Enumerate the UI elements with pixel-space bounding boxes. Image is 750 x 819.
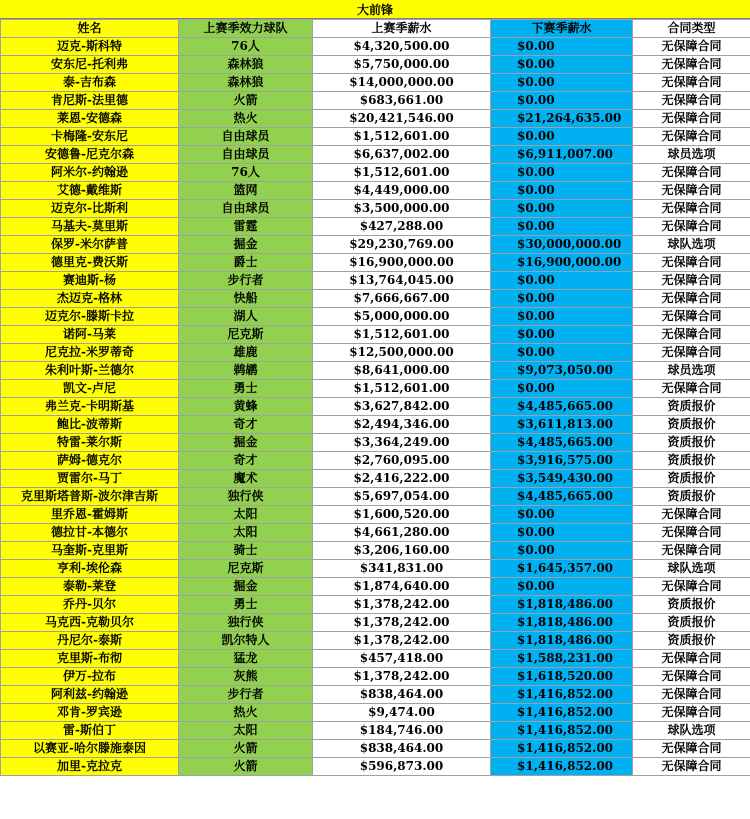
cell-next-salary[interactable]: $4,485,665.00 bbox=[491, 398, 633, 416]
cell-last-team[interactable]: 奇才 bbox=[179, 416, 313, 434]
cell-contract-type[interactable]: 无保障合同 bbox=[633, 704, 750, 722]
cell-last-team[interactable]: 雷霆 bbox=[179, 218, 313, 236]
cell-next-salary[interactable]: $0.00 bbox=[491, 506, 633, 524]
cell-last-salary[interactable]: $9,474.00 bbox=[313, 704, 491, 722]
cell-player-name[interactable]: 莱恩-安德森 bbox=[1, 110, 179, 128]
cell-next-salary[interactable]: $0.00 bbox=[491, 380, 633, 398]
cell-last-team[interactable]: 勇士 bbox=[179, 380, 313, 398]
cell-next-salary[interactable]: $1,588,231.00 bbox=[491, 650, 633, 668]
cell-last-salary[interactable]: $2,494,346.00 bbox=[313, 416, 491, 434]
table-row bbox=[1, 704, 750, 722]
cell-contract-type[interactable]: 球队选项 bbox=[633, 722, 750, 740]
cell-contract-type[interactable]: 无保障合同 bbox=[633, 326, 750, 344]
cell-contract-type[interactable]: 无保障合同 bbox=[633, 506, 750, 524]
cell-next-salary[interactable]: $21,264,635.00 bbox=[491, 110, 633, 128]
cell-last-team[interactable]: 骑士 bbox=[179, 542, 313, 560]
cell-last-salary[interactable]: $1,512,601.00 bbox=[313, 128, 491, 146]
cell-player-name[interactable]: 马奎斯-克里斯 bbox=[1, 542, 179, 560]
cell-next-salary[interactable]: $0.00 bbox=[491, 578, 633, 596]
cell-next-salary[interactable]: $9,073,050.00 bbox=[491, 362, 633, 380]
table-row bbox=[1, 524, 750, 542]
cell-next-salary[interactable]: $4,485,665.00 bbox=[491, 434, 633, 452]
cell-contract-type[interactable]: 无保障合同 bbox=[633, 308, 750, 326]
cell-player-name[interactable]: 安德鲁-尼克尔森 bbox=[1, 146, 179, 164]
table-row bbox=[1, 434, 750, 452]
table-row bbox=[1, 668, 750, 686]
cell-player-name[interactable]: 卡梅隆-安东尼 bbox=[1, 128, 179, 146]
cell-last-team[interactable]: 太阳 bbox=[179, 506, 313, 524]
cell-last-salary[interactable]: $4,320,500.00 bbox=[313, 38, 491, 56]
cell-next-salary[interactable]: $4,485,665.00 bbox=[491, 488, 633, 506]
table-row bbox=[1, 686, 750, 704]
header-contract-type[interactable]: 合同类型 bbox=[633, 20, 750, 38]
cell-next-salary[interactable]: $0.00 bbox=[491, 272, 633, 290]
cell-player-name[interactable]: 朱利叶斯-兰德尔 bbox=[1, 362, 179, 380]
cell-contract-type[interactable]: 无保障合同 bbox=[633, 650, 750, 668]
cell-player-name[interactable]: 克里斯塔普斯-波尔津吉斯 bbox=[1, 488, 179, 506]
cell-last-team[interactable]: 尼克斯 bbox=[179, 560, 313, 578]
cell-last-salary[interactable]: $457,418.00 bbox=[313, 650, 491, 668]
cell-next-salary[interactable]: $0.00 bbox=[491, 182, 633, 200]
cell-next-salary[interactable]: $0.00 bbox=[491, 290, 633, 308]
cell-last-team[interactable]: 森林狼 bbox=[179, 74, 313, 92]
cell-next-salary[interactable]: $1,416,852.00 bbox=[491, 722, 633, 740]
cell-last-team[interactable]: 雄鹿 bbox=[179, 344, 313, 362]
cell-last-team[interactable]: 黄蜂 bbox=[179, 398, 313, 416]
cell-player-name[interactable]: 杰迈克-格林 bbox=[1, 290, 179, 308]
header-last-team[interactable]: 上赛季效力球队 bbox=[179, 20, 313, 38]
header-last-salary[interactable]: 上赛季薪水 bbox=[313, 20, 491, 38]
cell-last-team[interactable]: 热火 bbox=[179, 110, 313, 128]
cell-last-salary[interactable]: $8,641,000.00 bbox=[313, 362, 491, 380]
cell-contract-type[interactable]: 无保障合同 bbox=[633, 668, 750, 686]
table-row bbox=[1, 758, 750, 776]
cell-last-team[interactable]: 步行者 bbox=[179, 686, 313, 704]
table-row bbox=[1, 200, 750, 218]
cell-next-salary[interactable]: $0.00 bbox=[491, 128, 633, 146]
table-row bbox=[1, 632, 750, 650]
table-row bbox=[1, 326, 750, 344]
cell-next-salary[interactable]: $1,818,486.00 bbox=[491, 632, 633, 650]
cell-player-name[interactable]: 弗兰克-卡明斯基 bbox=[1, 398, 179, 416]
sheet-title[interactable]: 大前锋 bbox=[0, 0, 750, 19]
player-salary-table bbox=[0, 19, 750, 776]
cell-last-team[interactable]: 自由球员 bbox=[179, 200, 313, 218]
cell-contract-type[interactable]: 无保障合同 bbox=[633, 200, 750, 218]
cell-last-salary[interactable]: $596,873.00 bbox=[313, 758, 491, 776]
cell-last-team[interactable]: 掘金 bbox=[179, 578, 313, 596]
cell-contract-type[interactable]: 无保障合同 bbox=[633, 128, 750, 146]
cell-contract-type[interactable]: 球员选项 bbox=[633, 146, 750, 164]
cell-player-name[interactable]: 以赛亚-哈尔滕施泰因 bbox=[1, 740, 179, 758]
table-row bbox=[1, 128, 750, 146]
cell-next-salary[interactable]: $6,911,007.00 bbox=[491, 146, 633, 164]
table-row bbox=[1, 290, 750, 308]
cell-next-salary[interactable]: $0.00 bbox=[491, 524, 633, 542]
cell-contract-type[interactable]: 无保障合同 bbox=[633, 758, 750, 776]
cell-contract-type[interactable]: 无保障合同 bbox=[633, 218, 750, 236]
cell-next-salary[interactable]: $0.00 bbox=[491, 542, 633, 560]
table-row bbox=[1, 470, 750, 488]
cell-last-salary[interactable]: $20,421,546.00 bbox=[313, 110, 491, 128]
cell-contract-type[interactable]: 无保障合同 bbox=[633, 686, 750, 704]
table-row bbox=[1, 272, 750, 290]
cell-contract-type[interactable]: 无保障合同 bbox=[633, 740, 750, 758]
table-row bbox=[1, 38, 750, 56]
cell-last-salary[interactable]: $1,512,601.00 bbox=[313, 380, 491, 398]
table-row bbox=[1, 542, 750, 560]
cell-last-salary[interactable]: $16,900,000.00 bbox=[313, 254, 491, 272]
cell-last-salary[interactable]: $2,760,095.00 bbox=[313, 452, 491, 470]
table-row bbox=[1, 218, 750, 236]
table-row bbox=[1, 236, 750, 254]
cell-player-name[interactable]: 安东尼-托利弗 bbox=[1, 56, 179, 74]
cell-last-salary[interactable]: $838,464.00 bbox=[313, 686, 491, 704]
cell-last-salary[interactable]: $683,661.00 bbox=[313, 92, 491, 110]
cell-last-salary[interactable]: $1,512,601.00 bbox=[313, 326, 491, 344]
cell-player-name[interactable]: 马克西-克勒贝尔 bbox=[1, 614, 179, 632]
cell-player-name[interactable]: 萨姆-德克尔 bbox=[1, 452, 179, 470]
cell-next-salary[interactable]: $1,416,852.00 bbox=[491, 758, 633, 776]
cell-contract-type[interactable]: 球队选项 bbox=[633, 236, 750, 254]
cell-last-team[interactable]: 步行者 bbox=[179, 272, 313, 290]
cell-last-team[interactable]: 自由球员 bbox=[179, 146, 313, 164]
cell-last-salary[interactable]: $838,464.00 bbox=[313, 740, 491, 758]
cell-last-salary[interactable]: $3,627,842.00 bbox=[313, 398, 491, 416]
cell-contract-type[interactable]: 资质报价 bbox=[633, 434, 750, 452]
table-row bbox=[1, 740, 750, 758]
cell-last-salary[interactable]: $1,378,242.00 bbox=[313, 632, 491, 650]
cell-last-team[interactable]: 掘金 bbox=[179, 434, 313, 452]
cell-player-name[interactable]: 迈克-斯科特 bbox=[1, 38, 179, 56]
cell-last-salary[interactable]: $13,764,045.00 bbox=[313, 272, 491, 290]
cell-player-name[interactable]: 肯尼斯-法里德 bbox=[1, 92, 179, 110]
cell-player-name[interactable]: 尼克拉-米罗蒂奇 bbox=[1, 344, 179, 362]
cell-contract-type[interactable]: 资质报价 bbox=[633, 452, 750, 470]
cell-last-salary[interactable]: $5,000,000.00 bbox=[313, 308, 491, 326]
table-row bbox=[1, 380, 750, 398]
header-next-salary[interactable]: 下赛季薪水 bbox=[491, 20, 633, 38]
cell-last-salary[interactable]: $3,500,000.00 bbox=[313, 200, 491, 218]
table-row bbox=[1, 56, 750, 74]
cell-last-salary[interactable]: $427,288.00 bbox=[313, 218, 491, 236]
table-row bbox=[1, 722, 750, 740]
cell-last-team[interactable]: 勇士 bbox=[179, 596, 313, 614]
cell-next-salary[interactable]: $0.00 bbox=[491, 74, 633, 92]
cell-last-team[interactable]: 奇才 bbox=[179, 452, 313, 470]
cell-player-name[interactable]: 马基夫-莫里斯 bbox=[1, 218, 179, 236]
table-row bbox=[1, 182, 750, 200]
cell-contract-type[interactable]: 无保障合同 bbox=[633, 56, 750, 74]
cell-player-name[interactable]: 鲍比-波蒂斯 bbox=[1, 416, 179, 434]
table-row bbox=[1, 362, 750, 380]
cell-last-team[interactable]: 尼克斯 bbox=[179, 326, 313, 344]
cell-player-name[interactable]: 里乔恩-霍姆斯 bbox=[1, 506, 179, 524]
cell-last-salary[interactable]: $3,206,160.00 bbox=[313, 542, 491, 560]
table-row bbox=[1, 560, 750, 578]
cell-next-salary[interactable]: $0.00 bbox=[491, 38, 633, 56]
cell-next-salary[interactable]: $0.00 bbox=[491, 200, 633, 218]
cell-player-name[interactable]: 克里斯-布彻 bbox=[1, 650, 179, 668]
cell-player-name[interactable]: 邓肯-罗宾逊 bbox=[1, 704, 179, 722]
cell-next-salary[interactable]: $30,000,000.00 bbox=[491, 236, 633, 254]
cell-contract-type[interactable]: 无保障合同 bbox=[633, 380, 750, 398]
table-row bbox=[1, 74, 750, 92]
cell-last-team[interactable]: 湖人 bbox=[179, 308, 313, 326]
cell-contract-type[interactable]: 球队选项 bbox=[633, 560, 750, 578]
cell-contract-type[interactable]: 无保障合同 bbox=[633, 74, 750, 92]
cell-last-salary[interactable]: $7,666,667.00 bbox=[313, 290, 491, 308]
table-row bbox=[1, 578, 750, 596]
cell-next-salary[interactable]: $0.00 bbox=[491, 308, 633, 326]
cell-last-salary[interactable]: $4,661,280.00 bbox=[313, 524, 491, 542]
table-row bbox=[1, 110, 750, 128]
cell-player-name[interactable]: 贾雷尔-马丁 bbox=[1, 470, 179, 488]
cell-last-team[interactable]: 猛龙 bbox=[179, 650, 313, 668]
cell-last-salary[interactable]: $1,378,242.00 bbox=[313, 668, 491, 686]
cell-contract-type[interactable]: 无保障合同 bbox=[633, 344, 750, 362]
cell-last-salary[interactable]: $1,512,601.00 bbox=[313, 164, 491, 182]
cell-contract-type[interactable]: 资质报价 bbox=[633, 596, 750, 614]
cell-player-name[interactable]: 德拉甘-本德尔 bbox=[1, 524, 179, 542]
table-row bbox=[1, 254, 750, 272]
cell-player-name[interactable]: 保罗-米尔萨普 bbox=[1, 236, 179, 254]
table-row bbox=[1, 398, 750, 416]
cell-next-salary[interactable]: $16,900,000.00 bbox=[491, 254, 633, 272]
table-row bbox=[1, 92, 750, 110]
cell-last-salary[interactable]: $2,416,222.00 bbox=[313, 470, 491, 488]
cell-player-name[interactable]: 赛迪斯-杨 bbox=[1, 272, 179, 290]
table-row bbox=[1, 344, 750, 362]
cell-last-team[interactable]: 独行侠 bbox=[179, 488, 313, 506]
cell-last-salary[interactable]: $1,378,242.00 bbox=[313, 614, 491, 632]
cell-player-name[interactable]: 迈克尔-滕斯卡拉 bbox=[1, 308, 179, 326]
cell-last-salary[interactable]: $4,449,000.00 bbox=[313, 182, 491, 200]
table-row bbox=[1, 614, 750, 632]
table-row bbox=[1, 146, 750, 164]
cell-last-salary[interactable]: $1,600,520.00 bbox=[313, 506, 491, 524]
cell-player-name[interactable]: 加里-克拉克 bbox=[1, 758, 179, 776]
cell-last-team[interactable]: 掘金 bbox=[179, 236, 313, 254]
cell-contract-type[interactable]: 资质报价 bbox=[633, 488, 750, 506]
cell-last-team[interactable]: 太阳 bbox=[179, 524, 313, 542]
table-row bbox=[1, 416, 750, 434]
cell-contract-type[interactable]: 无保障合同 bbox=[633, 290, 750, 308]
cell-last-team[interactable]: 独行侠 bbox=[179, 614, 313, 632]
header-row bbox=[1, 20, 750, 38]
cell-last-team[interactable]: 热火 bbox=[179, 704, 313, 722]
cell-player-name[interactable]: 泰-吉布森 bbox=[1, 74, 179, 92]
cell-contract-type[interactable]: 资质报价 bbox=[633, 614, 750, 632]
cell-next-salary[interactable]: $0.00 bbox=[491, 218, 633, 236]
cell-next-salary[interactable]: $3,611,813.00 bbox=[491, 416, 633, 434]
cell-last-salary[interactable]: $341,831.00 bbox=[313, 560, 491, 578]
cell-next-salary[interactable]: $1,618,520.00 bbox=[491, 668, 633, 686]
table-row bbox=[1, 650, 750, 668]
cell-contract-type[interactable]: 无保障合同 bbox=[633, 254, 750, 272]
table-row bbox=[1, 164, 750, 182]
header-name[interactable]: 姓名 bbox=[1, 20, 179, 38]
cell-player-name[interactable]: 特雷-莱尔斯 bbox=[1, 434, 179, 452]
cell-last-team[interactable]: 魔术 bbox=[179, 470, 313, 488]
cell-next-salary[interactable]: $3,549,430.00 bbox=[491, 470, 633, 488]
cell-last-team[interactable]: 太阳 bbox=[179, 722, 313, 740]
cell-next-salary[interactable]: $1,416,852.00 bbox=[491, 740, 633, 758]
cell-last-salary[interactable]: $5,697,054.00 bbox=[313, 488, 491, 506]
cell-last-team[interactable]: 火箭 bbox=[179, 740, 313, 758]
cell-last-team[interactable]: 凯尔特人 bbox=[179, 632, 313, 650]
table-row bbox=[1, 308, 750, 326]
cell-contract-type[interactable]: 资质报价 bbox=[633, 470, 750, 488]
table-row bbox=[1, 488, 750, 506]
table-row bbox=[1, 596, 750, 614]
cell-last-salary[interactable]: $12,500,000.00 bbox=[313, 344, 491, 362]
cell-player-name[interactable]: 雷-斯伯丁 bbox=[1, 722, 179, 740]
cell-contract-type[interactable]: 无保障合同 bbox=[633, 578, 750, 596]
cell-contract-type[interactable]: 无保障合同 bbox=[633, 182, 750, 200]
cell-last-salary[interactable]: $1,378,242.00 bbox=[313, 596, 491, 614]
cell-player-name[interactable]: 丹尼尔-泰斯 bbox=[1, 632, 179, 650]
cell-player-name[interactable]: 迈克尔-比斯利 bbox=[1, 200, 179, 218]
cell-last-team[interactable]: 灰熊 bbox=[179, 668, 313, 686]
cell-last-salary[interactable]: $14,000,000.00 bbox=[313, 74, 491, 92]
cell-player-name[interactable]: 伊万-拉布 bbox=[1, 668, 179, 686]
cell-last-team[interactable]: 火箭 bbox=[179, 92, 313, 110]
cell-last-salary[interactable]: $5,750,000.00 bbox=[313, 56, 491, 74]
cell-last-team[interactable]: 快船 bbox=[179, 290, 313, 308]
cell-last-team[interactable]: 76人 bbox=[179, 164, 313, 182]
cell-contract-type[interactable]: 资质报价 bbox=[633, 416, 750, 434]
cell-next-salary[interactable]: $1,818,486.00 bbox=[491, 596, 633, 614]
cell-next-salary[interactable]: $1,416,852.00 bbox=[491, 686, 633, 704]
cell-next-salary[interactable]: $0.00 bbox=[491, 56, 633, 74]
cell-next-salary[interactable]: $1,818,486.00 bbox=[491, 614, 633, 632]
cell-player-name[interactable]: 诺阿-马莱 bbox=[1, 326, 179, 344]
table-row bbox=[1, 506, 750, 524]
cell-last-salary[interactable]: $184,746.00 bbox=[313, 722, 491, 740]
cell-contract-type[interactable]: 资质报价 bbox=[633, 632, 750, 650]
table-row bbox=[1, 452, 750, 470]
cell-last-team[interactable]: 76人 bbox=[179, 38, 313, 56]
cell-player-name[interactable]: 阿利兹-约翰逊 bbox=[1, 686, 179, 704]
cell-last-salary[interactable]: $29,230,769.00 bbox=[313, 236, 491, 254]
cell-last-salary[interactable]: $1,874,640.00 bbox=[313, 578, 491, 596]
cell-last-team[interactable]: 鹈鹕 bbox=[179, 362, 313, 380]
cell-player-name[interactable]: 艾德-戴维斯 bbox=[1, 182, 179, 200]
cell-last-salary[interactable]: $3,364,249.00 bbox=[313, 434, 491, 452]
cell-contract-type[interactable]: 无保障合同 bbox=[633, 164, 750, 182]
cell-contract-type[interactable]: 球员选项 bbox=[633, 362, 750, 380]
cell-contract-type[interactable]: 无保障合同 bbox=[633, 92, 750, 110]
cell-player-name[interactable]: 德里克-费沃斯 bbox=[1, 254, 179, 272]
cell-last-team[interactable]: 森林狼 bbox=[179, 56, 313, 74]
cell-last-team[interactable]: 篮网 bbox=[179, 182, 313, 200]
cell-last-team[interactable]: 自由球员 bbox=[179, 128, 313, 146]
cell-contract-type[interactable]: 资质报价 bbox=[633, 398, 750, 416]
cell-contract-type[interactable]: 无保障合同 bbox=[633, 272, 750, 290]
cell-last-team[interactable]: 爵士 bbox=[179, 254, 313, 272]
cell-last-team[interactable]: 火箭 bbox=[179, 758, 313, 776]
cell-contract-type[interactable]: 无保障合同 bbox=[633, 38, 750, 56]
cell-player-name[interactable]: 亨利-埃伦森 bbox=[1, 560, 179, 578]
cell-contract-type[interactable]: 无保障合同 bbox=[633, 524, 750, 542]
cell-player-name[interactable]: 凯文-卢尼 bbox=[1, 380, 179, 398]
cell-contract-type[interactable]: 无保障合同 bbox=[633, 542, 750, 560]
cell-player-name[interactable]: 泰勒-莱登 bbox=[1, 578, 179, 596]
cell-next-salary[interactable]: $0.00 bbox=[491, 344, 633, 362]
cell-next-salary[interactable]: $0.00 bbox=[491, 326, 633, 344]
cell-player-name[interactable]: 乔丹-贝尔 bbox=[1, 596, 179, 614]
cell-next-salary[interactable]: $1,645,357.00 bbox=[491, 560, 633, 578]
cell-next-salary[interactable]: $3,916,575.00 bbox=[491, 452, 633, 470]
cell-contract-type[interactable]: 无保障合同 bbox=[633, 110, 750, 128]
cell-next-salary[interactable]: $1,416,852.00 bbox=[491, 704, 633, 722]
cell-next-salary[interactable]: $0.00 bbox=[491, 92, 633, 110]
cell-last-salary[interactable]: $6,637,002.00 bbox=[313, 146, 491, 164]
cell-player-name[interactable]: 阿米尔-约翰逊 bbox=[1, 164, 179, 182]
cell-next-salary[interactable]: $0.00 bbox=[491, 164, 633, 182]
